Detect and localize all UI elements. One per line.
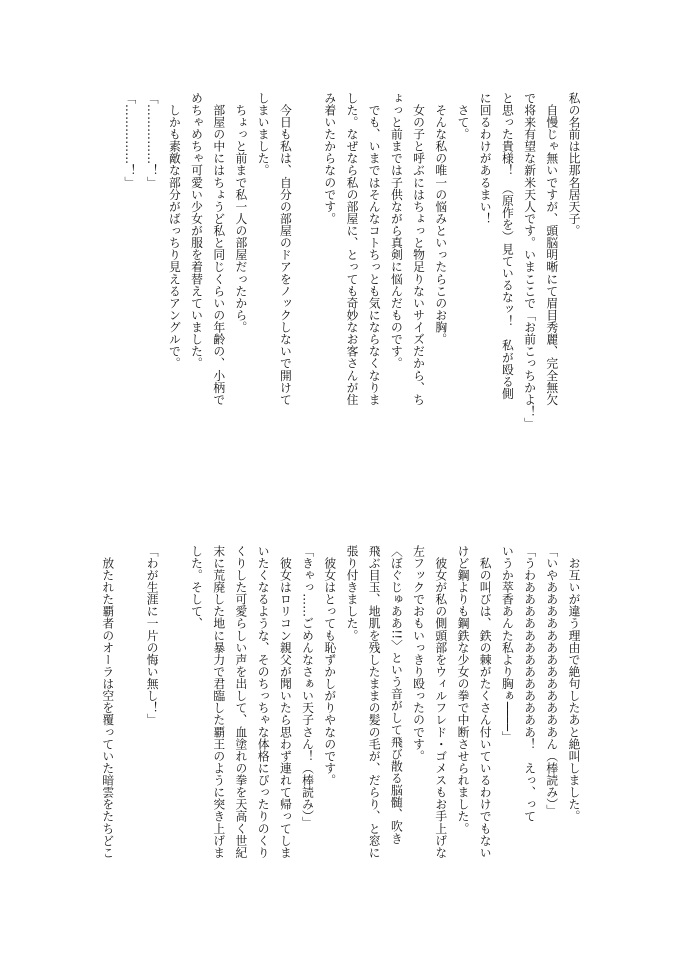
top-text-block (119, 92, 585, 472)
text-line: 「いやあああああああああああああん（棒読み）」 (544, 545, 559, 817)
text-line: でも、いまではそんなコトちっとも気にならなくなりま (367, 92, 382, 406)
text-line: 「きゃっ……ごめんなさぁい天子さん！（棒読み）」 (300, 545, 315, 829)
text-line: と思った貴様！ （原作を）見ているなッ！ 私が殴る側 (500, 92, 515, 400)
text-line: 自慢じゃ無いですが、頭脳明晰にて眉目秀麗、完全無欠 (544, 92, 559, 406)
text-line: 彼女はロリコン親父が聞いたら思わず連れて帰ってしま (278, 545, 293, 859)
text-line: 女の子と呼ぶにはちょっと物足りないサイズだから、ち (411, 92, 426, 406)
text-line: そんな私の唯一の悩みといったらこのお胸。 (433, 92, 448, 346)
text-line: した。なぜなら私の部屋に、とっても奇妙なお客さんが住 (344, 92, 359, 406)
text-line: 飛ぶ目玉、地肌を残したままの髪の毛が、だらり、と窓に (367, 545, 382, 859)
text-line: で将来有望な新米天人です。いまここで「お前こっちかよ！」 (522, 92, 537, 430)
text-line: 今日も私は、自分の部屋のドアをノックしないで開けて (278, 92, 293, 406)
text-line: に回るわけがあるまい！ (478, 92, 493, 225)
text-line: 張り付きました。 (344, 545, 359, 642)
text-line: 「わが生涯に一片の悔い無し！」 (145, 545, 160, 726)
text-line: 私の名前は比那名居天子。 (567, 92, 581, 237)
text-line: 私の叫びは、鉄の棘がたくさん付いているわけでもない (478, 545, 493, 859)
text-line: ょっと前までは子供ながら真剣に悩んだものです。 (389, 92, 404, 370)
blank-line (296, 92, 318, 472)
text-line: 「うわあああああああああああああ！ えっ、って (522, 545, 537, 823)
text-line: けど鋼よりも鋼鉄な少女の拳で中断させられました。 (455, 545, 470, 835)
blank-line (119, 545, 141, 925)
text-line: した。そして、 (189, 545, 204, 630)
text-line: しかも素敵な部分がばっちり見えるアングルで。 (167, 92, 182, 370)
text-line: 放たれた覇者のオーラは空を覆っていた暗雲をたちどこ (100, 545, 115, 859)
text-line: しまいました。 (256, 92, 271, 177)
text-line: くりした可愛らしい声を出して、血塗れの拳を天高く世紀 (233, 545, 248, 859)
text-line: 「……………！」 (145, 92, 160, 189)
text-line: 〈ぼぐじゅああ!!〉という音がして飛び散る脳髄、吹き (389, 545, 404, 845)
text-line: めちゃめちゃ可愛い少女が服を着替えていました。 (189, 92, 204, 370)
text-line: さて。 (455, 92, 470, 141)
text-line: 部屋の中にはちょうど私と同じくらいの年齢の、小柄で (211, 92, 226, 406)
text-line: ちょっと前まで私一人の部屋だったから。 (233, 92, 248, 334)
text-line: 彼女はとっても恥ずかしがりやなのです。 (322, 545, 337, 787)
text-line: み着いたからなのです。 (322, 92, 337, 225)
text-line: 彼女が私の側頭部をウィルフレド・ゴメスもお手上げな (433, 545, 448, 859)
text-line: いたくなるような、そのちっちゃな体格にぴったりのくり (256, 545, 271, 859)
text-line: 「……………！」 (122, 92, 137, 189)
text-line: 末に荒廃した地に暴力で君臨した覇王のように突き上げま (211, 545, 226, 859)
text-line: お互いが違う理由で絶句したあと絶叫しました。 (567, 545, 581, 823)
bottom-text-block (97, 545, 585, 925)
blank-line (163, 545, 185, 925)
text-line: 左フックでおもいっきり殴ったのです。 (411, 545, 426, 763)
text-line: いうか萃香あんた私より胸ぁ────」 (500, 545, 515, 744)
